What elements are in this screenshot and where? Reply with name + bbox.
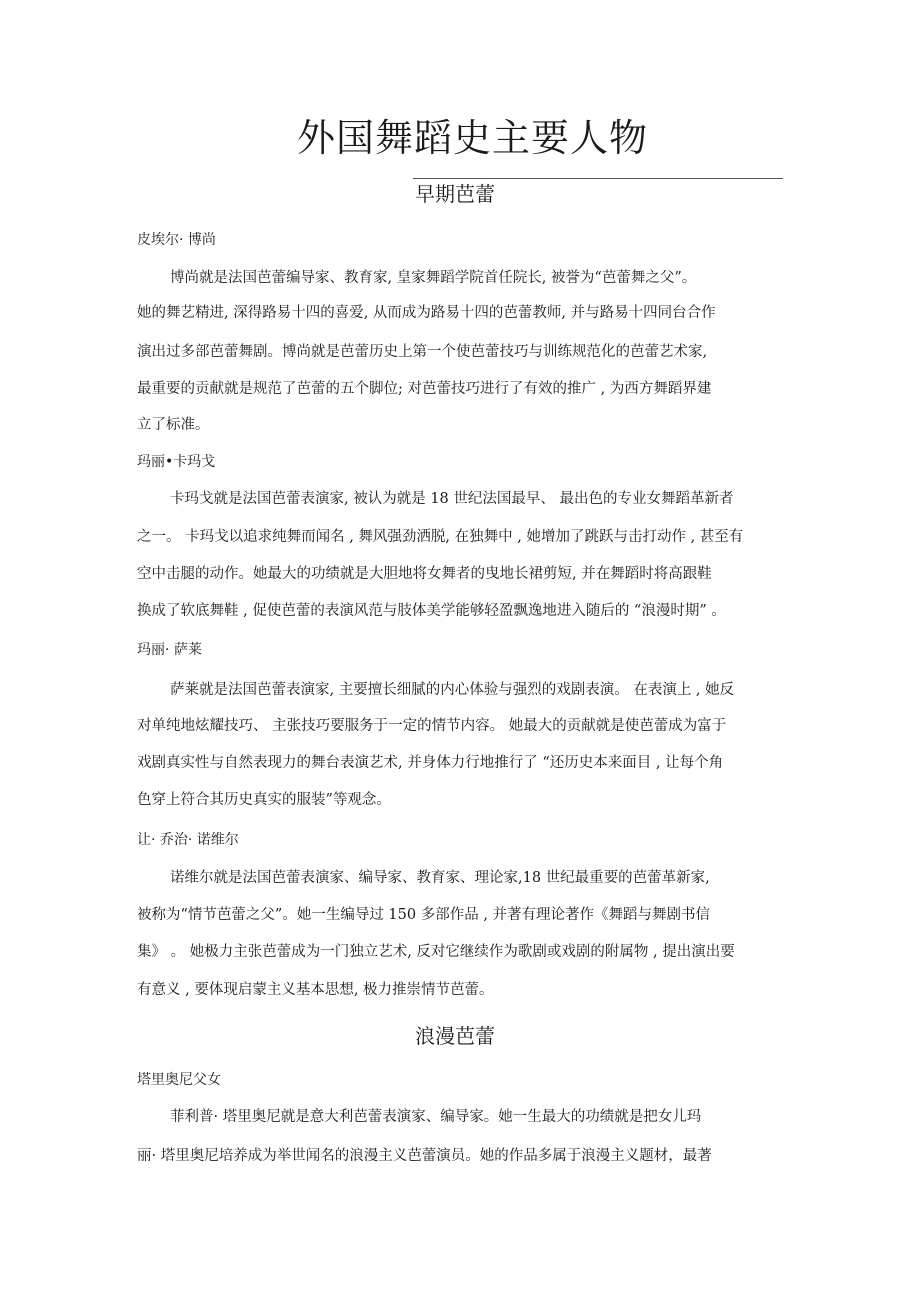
paragraph-line: 色穿上符合其历史真实的服装”等观念。 — [137, 792, 391, 808]
paragraph-line: 演出过多部芭蕾舞剧。博尚就是芭蕾历史上第一个使芭蕾技巧与训练规范化的芭蕾艺术家, — [137, 344, 708, 360]
person-name: 玛丽· 萨莱 — [137, 642, 202, 658]
paragraph-line: 集》 。 她极力主张芭蕾成为一门独立艺术, 反对它继续作为歌剧或戏剧的附属物 , 提出演出要 — [137, 944, 735, 960]
person-name: 皮埃尔· 博尚 — [137, 232, 216, 248]
paragraph-line: 诺维尔就是法国芭蕾表演家、编导家、教育家、理论家,18 世纪最重要的芭蕾革新家, — [170, 870, 710, 886]
paragraph-line: 戏剧真实性与自然表现力的舞台表演艺术, 并身体力行地推行了 “还历史本来面目 , 让每个角 — [137, 755, 724, 771]
section-heading-early-ballet: 早期芭蕾 — [415, 182, 495, 206]
document-title: 外国舞蹈史主要人物 — [296, 116, 648, 160]
paragraph-line: 被称为“情节芭蕾之父”。她一生编导过 150 多部作品 , 并著有理论著作《舞蹈与舞剧书信 — [137, 907, 711, 923]
paragraph-line: 最重要的贡献就是规范了芭蕾的五个脚位; 对芭蕾技巧进行了有效的推广 , 为西方舞蹈界建 — [137, 381, 712, 397]
paragraph-line: 丽· 塔里奥尼培养成为举世闻名的浪漫主义芭蕾演员。她的作品多属于浪漫主义题材，最著 — [137, 1148, 712, 1164]
paragraph-line: 空中击腿的动作。她最大的功绩就是大胆地将女舞者的曳地长裙剪短, 并在舞蹈时将高跟鞋 — [137, 566, 712, 582]
paragraph-line: 有意义 , 要体现启蒙主义基本思想, 极力推崇情节芭蕾。 — [137, 982, 494, 998]
paragraph-line: 萨莱就是法国芭蕾表演家, 主要擅长细腻的内心体验与强烈的戏剧表演。 在表演上 , 她反 — [170, 682, 735, 698]
paragraph-line: 之一。 卡玛戈以追求纯舞而闻名 , 舞风强劲洒脱, 在独舞中 , 她增加了跳跃与击打动作 , 甚至有 — [137, 529, 744, 545]
person-name: 塔里奥尼父女 — [137, 1072, 221, 1088]
person-name: 让· 乔治· 诺维尔 — [137, 832, 239, 848]
paragraph-line: 立了标准。 — [137, 417, 210, 433]
paragraph-line: 菲利普· 塔里奥尼就是意大利芭蕾表演家、编导家。她一生最大的功绩就是把女儿玛 — [170, 1109, 702, 1125]
paragraph-line: 对单纯地炫耀技巧、 主张技巧要服务于一定的情节内容。 她最大的贡献就是使芭蕾成为富于 — [137, 718, 727, 734]
paragraph-line: 卡玛戈就是法国芭蕾表演家, 被认为就是 18 世纪法国最早、 最出色的专业女舞蹈革新者 — [170, 491, 734, 507]
paragraph-line: 博尚就是法国芭蕾编导家、教育家, 皇家舞蹈学院首任院长, 被誉为“芭蕾舞之父”。 — [170, 270, 697, 286]
paragraph-line: 换成了软底舞鞋 , 促使芭蕾的表演风范与肢体美学能够轻盈飘逸地进入随后的 “浪漫时期” 。 — [137, 603, 726, 619]
paragraph-line: 她的舞艺精进, 深得路易十四的喜爱, 从而成为路易十四的芭蕾教师, 并与路易十四同台合作 — [137, 305, 716, 321]
person-name: 玛丽•卡玛戈 — [137, 454, 216, 470]
section-heading-romantic-ballet: 浪漫芭蕾 — [415, 1024, 495, 1048]
title-divider — [413, 178, 783, 179]
